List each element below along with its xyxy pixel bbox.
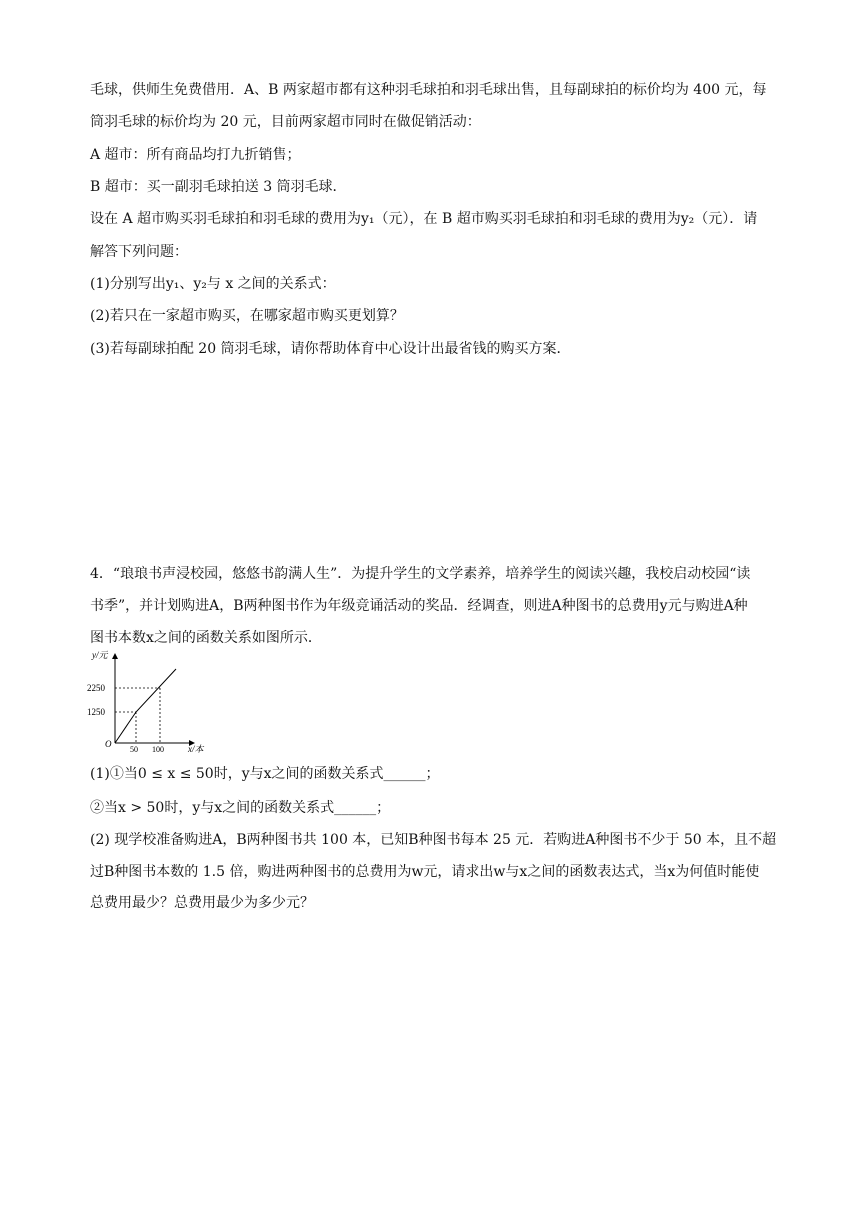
y-axis-label: y/元 [92, 650, 108, 660]
p4-q1-part2: ②当x > 50时，y与x之间的函数关系式______； [90, 800, 391, 816]
p3-line-3: A 超市：所有商品均打九折销售； [90, 147, 301, 163]
p4-intro-2: 书季”，并计划购进A，B两种图书作为年级竞诵活动的奖品．经调查，则进A种图书的总费用y元与购进A种 [90, 598, 748, 614]
cost-function-graph [86, 646, 216, 754]
p3-line-2: 筒羽毛球的标价均为 20 元，目前两家超市同时在做促销活动： [90, 114, 481, 130]
origin-label: O [105, 739, 112, 749]
p3-line-1: 毛球，供师生免费借用．A、B 两家超市都有这种羽毛球拍和羽毛球出售，且每副球拍的标价均为 400 元，每 [90, 82, 767, 98]
p4-intro-3: 图书本数x之间的函数关系如图所示． [90, 630, 322, 646]
p4-intro-1: 4．“琅琅书声浸校园，悠悠书韵满人生”．为提升学生的文学素养，培养学生的阅读兴趣，我校启动校园“读 [90, 566, 751, 582]
x-tick-100: 100 [152, 745, 164, 754]
p4-q2-line-3: 总费用最少？总费用最少为多少元？ [90, 895, 314, 911]
p3-question-3: (3)若每副球拍配 20 筒羽毛球，请你帮助体育中心设计出最省钱的购买方案． [90, 341, 571, 357]
p3-line-4: B 超市：买一副羽毛球拍送 3 筒羽毛球． [90, 179, 347, 195]
y-tick-1250: 1250 [87, 707, 105, 717]
y-tick-2250: 2250 [87, 683, 105, 693]
x-tick-50: 50 [130, 745, 138, 754]
p3-line-5: 设在 A 超市购买羽毛球拍和羽毛球的费用为y₁（元），在 B 超市购买羽毛球拍和羽毛球的费用为y₂（元）．请 [90, 211, 758, 227]
x-axis-label: x/本 [188, 744, 204, 754]
p4-q1-part1: (1)①当0 ≤ x ≤ 50时，y与x之间的函数关系式______； [90, 766, 440, 782]
p3-question-2: (2)若只在一家超市购买，在哪家超市购买更划算？ [90, 308, 404, 324]
p3-question-1: (1)分别写出y₁、y₂与 x 之间的关系式： [90, 276, 336, 292]
p4-q2-line-2: 过B种图书本数的 1.5 倍，购进两种图书的总费用为w元，请求出w与x之间的函数表达式，当x为何值时能使 [90, 864, 760, 880]
function-line [115, 669, 176, 743]
p4-q2-line-1: (2) 现学校准备购进A，B两种图书共 100 本，已知B种图书每本 25 元．若购进A种图书不少于 50 本，且不超 [90, 832, 777, 848]
p3-line-6: 解答下列问题： [90, 244, 188, 260]
